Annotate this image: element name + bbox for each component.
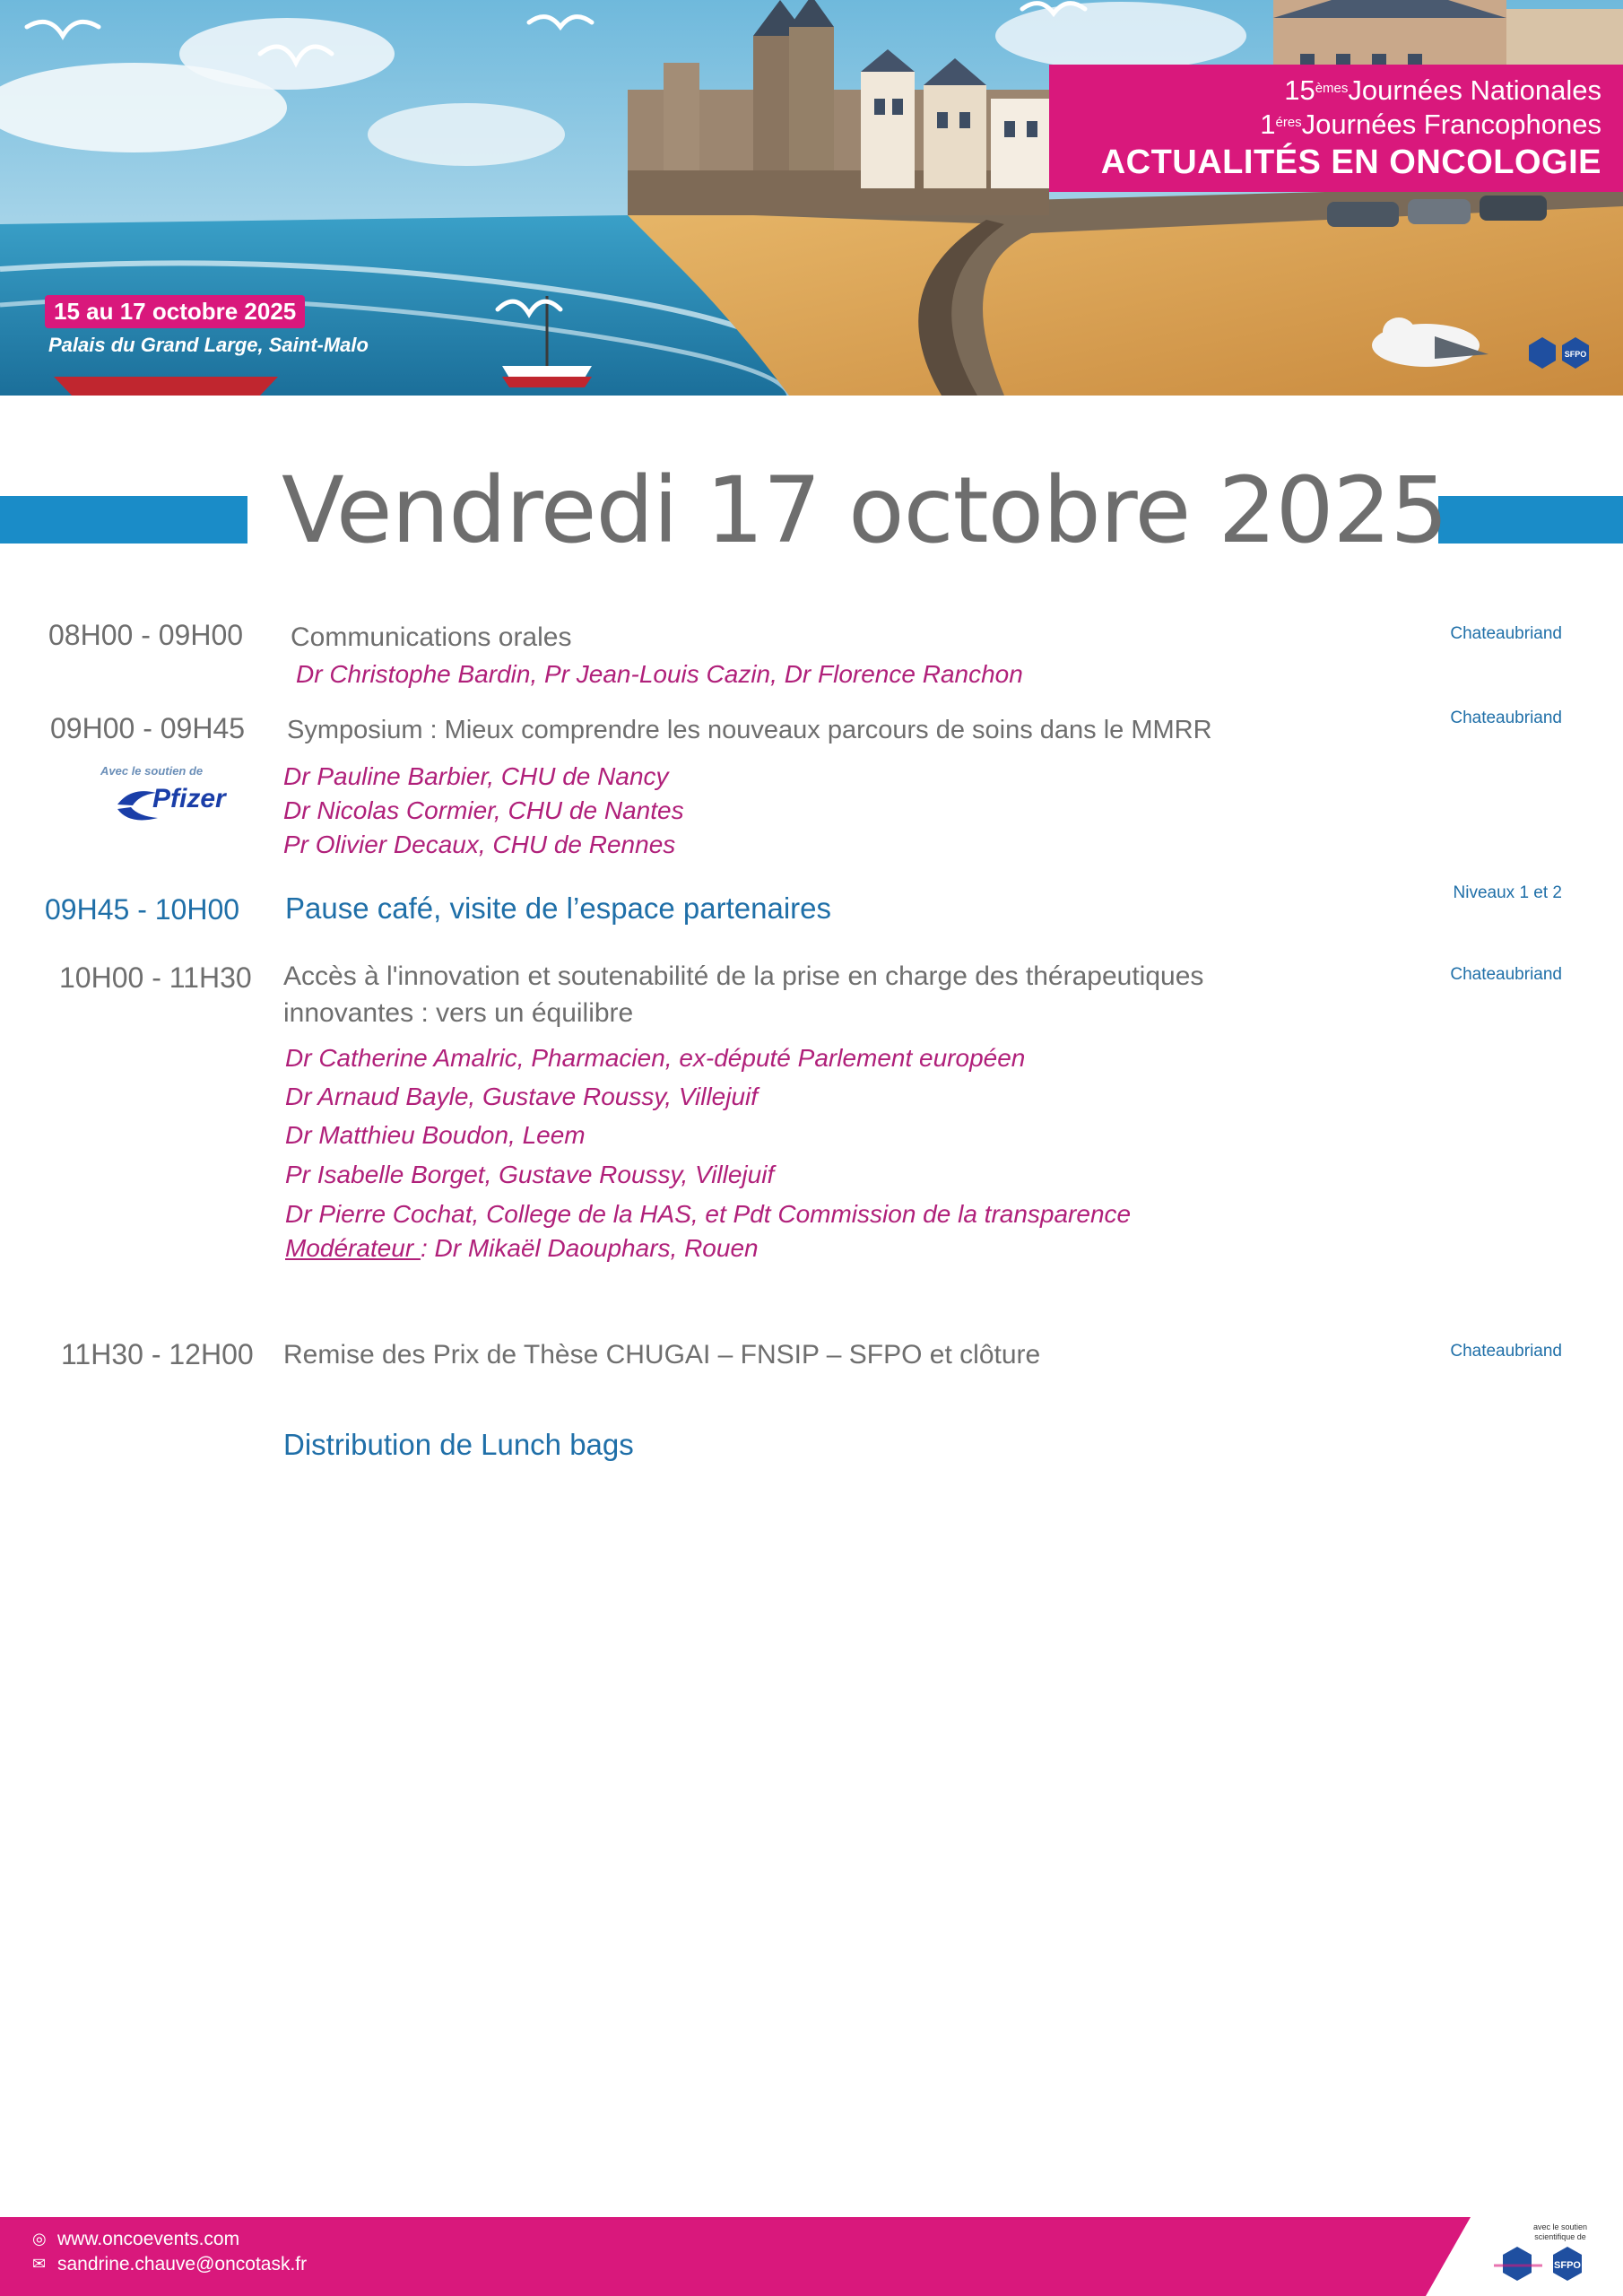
session-time: 11H30 - 12H00 <box>61 1338 254 1370</box>
session-time: 08H00 - 09H00 <box>48 619 244 651</box>
footer-support-text: avec le soutien scientifique de <box>1532 2222 1588 2241</box>
heading-bar-left <box>0 496 247 544</box>
session-room: Chateaubriand <box>1450 965 1562 984</box>
session-time: 09H00 - 09H45 <box>50 712 246 744</box>
event-title-main: ACTUALITÉS EN ONCOLOGIE <box>1100 144 1601 181</box>
moderator-name: : Dr Mikaël Daouphars, Rouen <box>420 1234 759 1262</box>
header-banner <box>0 0 1623 396</box>
session-room: Chateaubriand <box>1450 624 1562 643</box>
session-room: Chateaubriand <box>1450 1342 1562 1361</box>
session-speaker: Pr Isabelle Borget, Gustave Roussy, Villejuif <box>285 1161 775 1188</box>
footer-email-link[interactable]: sandrine.chauve@oncotask.fr <box>57 2254 308 2274</box>
session-speaker: Dr Pierre Cochat, College de la HAS, et Pdt Commission de la transparence <box>285 1200 1132 1228</box>
session-moderator <box>285 1234 759 1263</box>
session-speaker: Pr Olivier Decaux, CHU de Rennes <box>283 831 676 858</box>
session-title: Symposium : Mieux comprendre les nouveaux parcours de soins dans le MMRR <box>287 716 1212 744</box>
sfpo-logo-text: SFPO <box>1554 2260 1581 2271</box>
session-title-line2: innovantes : vers un équilibre <box>283 998 634 1028</box>
event-dates-badge: 15 au 17 octobre 2025 <box>45 295 305 328</box>
session-title: Communications orales <box>291 622 572 652</box>
pfizer-sponsor-logo <box>95 764 226 827</box>
event-venue: Palais du Grand Large, Saint-Malo <box>48 334 369 356</box>
footer-website-link[interactable]: www.oncoevents.com <box>57 2229 240 2249</box>
sponsor-prefix: Avec le soutien de <box>100 764 204 778</box>
session-speakers: Dr Christophe Bardin, Pr Jean-Louis Cazin, Dr Florence Ranchon <box>296 660 1023 688</box>
session-lunch-bags: Distribution de Lunch bags <box>283 1428 634 1461</box>
event-title-box <box>1049 65 1623 192</box>
session-title-line1: Accès à l'innovation et soutenabilité de la prise en charge des thérapeutiques <box>283 961 1204 991</box>
session-time: 10H00 - 11H30 <box>59 961 252 994</box>
session-room: Chateaubriand <box>1450 709 1562 727</box>
heading-bar-right <box>1438 496 1623 544</box>
email-icon: ✉ <box>32 2255 47 2273</box>
partner-logo-icon <box>1503 2247 1532 2281</box>
moderator-label: Modérateur <box>285 1234 421 1262</box>
sfpo-logo-text: SFPO <box>1564 350 1587 359</box>
session-title: Remise des Prix de Thèse CHUGAI – FNSIP – SFPO et clôture <box>283 1340 1041 1370</box>
event-title-line2: $1^{éres}Journées$ Francophones <box>1260 109 1601 140</box>
sponsor-name: Pfizer <box>152 784 226 813</box>
session-speaker: Dr Nicolas Cormier, CHU de Nantes <box>283 796 684 824</box>
footer-support-logos <box>1492 2242 1609 2287</box>
session-speaker: Dr Matthieu Boudon, Leem <box>285 1121 586 1149</box>
session-speaker: Dr Pauline Barbier, CHU de Nancy <box>283 762 669 790</box>
globe-icon: ◎ <box>32 2230 47 2248</box>
session-speaker: Dr Catherine Amalric, Pharmacien, ex-député Parlement européen <box>285 1044 1026 1072</box>
day-title: Vendredi 17 octobre 2025 <box>282 457 1448 564</box>
session-title: Pause café, visite de l’espace partenaires <box>285 891 832 925</box>
session-time: 09H45 - 10H00 <box>45 893 240 926</box>
event-title-line1: 15èmesJournées Nationales <box>1284 74 1601 106</box>
session-speaker: Dr Arnaud Bayle, Gustave Roussy, Villejuif <box>285 1083 759 1110</box>
session-room: Niveaux 1 et 2 <box>1453 883 1562 902</box>
